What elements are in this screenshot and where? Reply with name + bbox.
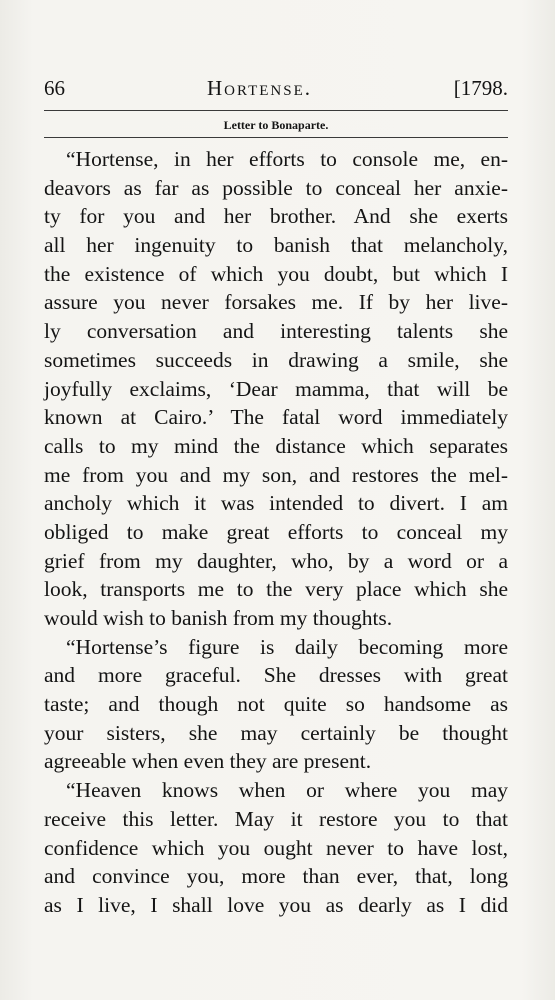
header-rule-bottom [44, 137, 508, 138]
text-line: agreeable when even they are present. [44, 749, 372, 774]
text-line: grief from my daughter, who, by a word or a [44, 548, 508, 573]
text-line: obliged to make great efforts to conceal my [44, 519, 508, 544]
text-line: all her ingenuity to banish that melancholy, [44, 233, 508, 258]
text-line: confidence which you ought never to have lost, [44, 835, 508, 860]
text-line: deavors as far as possible to conceal her anxie- [44, 175, 508, 200]
text-line: known at Cairo.’ The fatal word immediately [44, 405, 508, 430]
running-year: [1798. [453, 76, 508, 100]
header-rule-top [44, 110, 508, 111]
page-number: 66 [44, 76, 65, 100]
text-line: joyfully exclaims, ‘Dear mamma, that will be [44, 376, 508, 401]
text-line: the existence of which you doubt, but which I [44, 261, 508, 286]
text-line: ancholy which it was intended to divert. I am [44, 491, 508, 516]
text-line: and more graceful. She dresses with great [44, 663, 508, 688]
text-line: ty for you and her brother. And she exerts [44, 204, 508, 229]
body-text [44, 145, 508, 920]
section-caption: Letter to Bonaparte. [223, 118, 329, 132]
text-line: assure you never forsakes me. If by her live- [44, 290, 508, 315]
text-line: taste; and though not quite so handsome as [44, 692, 508, 717]
text-line: “Heaven knows when or where you may [66, 778, 508, 803]
text-line: and convince you, more than ever, that, long [44, 864, 508, 889]
text-line: receive this letter. May it restore you to that [44, 806, 508, 831]
running-head [44, 76, 508, 104]
text-line: look, transports me to the very place which she [44, 577, 508, 602]
text-line: “Hortense’s figure is daily becoming more [66, 634, 508, 659]
text-line: ly conversation and interesting talents she [44, 319, 508, 344]
text-line: your sisters, she may certainly be thought [44, 720, 508, 745]
text-line: as I live, I shall love you as dearly as I did [44, 892, 508, 917]
text-line: calls to my mind the distance which separates [44, 433, 508, 458]
running-title: Hortense. [207, 76, 313, 100]
text-line: “Hortense, in her efforts to console me, en- [66, 147, 508, 171]
text-line: sometimes succeeds in drawing a smile, she [44, 347, 508, 372]
text-line: me from you and my son, and restores the mel- [44, 462, 508, 487]
text-line: would wish to banish from my thoughts. [44, 606, 393, 630]
